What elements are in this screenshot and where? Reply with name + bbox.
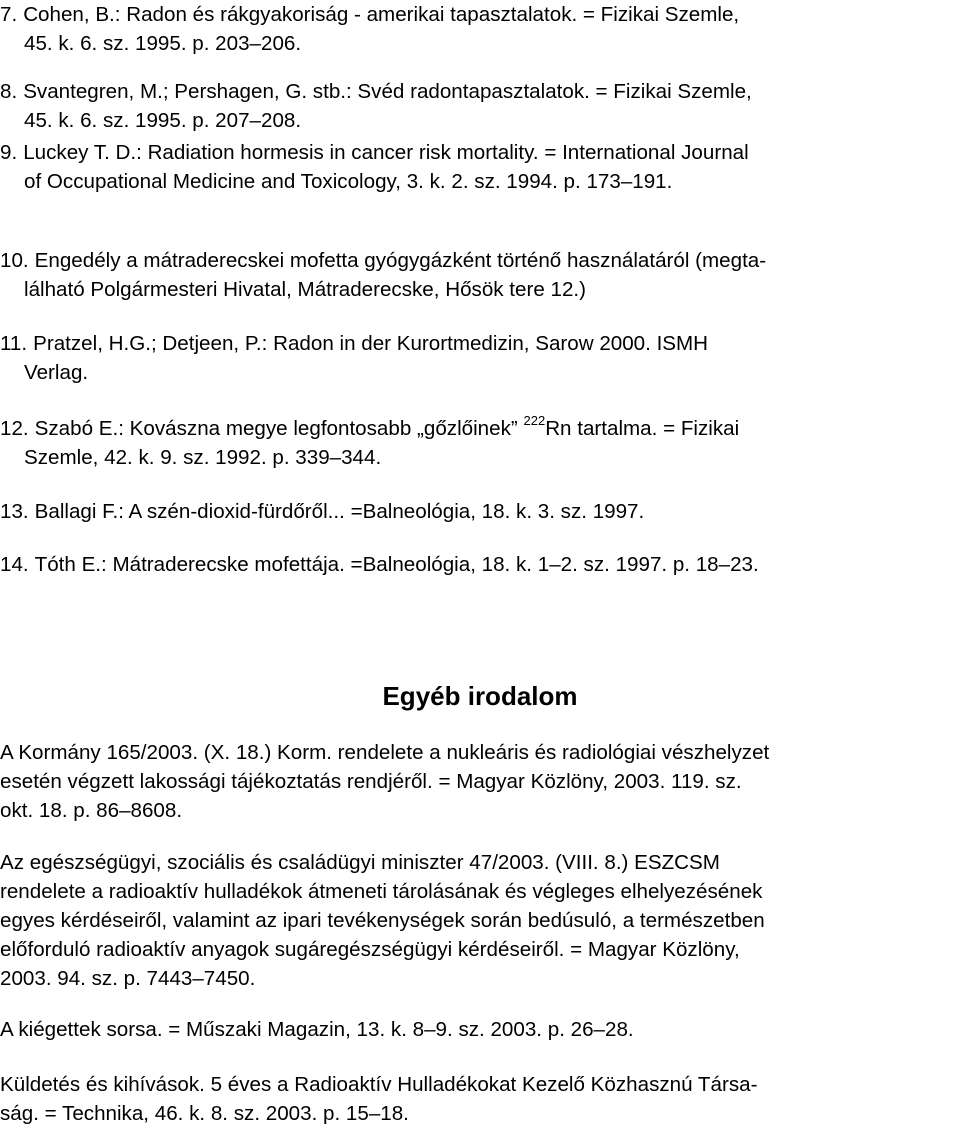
literature-line: 2003. 94. sz. p. 7443–7450.	[0, 967, 256, 990]
reference-line	[0, 80, 752, 103]
isotope-mass-number: 222	[523, 413, 546, 428]
literature-line: A Kormány 165/2003. (X. 18.) Korm. rendelete a nukleáris és radiológiai vészhelyzet	[0, 741, 770, 764]
reference-number: 8.	[0, 80, 18, 103]
reference-item	[0, 77, 956, 135]
reference-line	[0, 141, 749, 164]
literature-line: Küldetés és kihívások. 5 éves a Radioaktív Hulladékokat Kezelő Közhasznú Társa-	[0, 1073, 758, 1096]
reference-number: 7.	[0, 3, 18, 26]
reference-number: 13.	[0, 500, 29, 523]
reference-text: Ballagi F.: A szén-dioxid-fürdőről... =Balneológia, 18. k. 3. sz. 1997.	[34, 500, 645, 523]
reference-text: Szabó E.: Kovászna megye legfontosabb „gőzlőinek”	[34, 417, 518, 440]
reference-text-continued: of Occupational Medicine and Toxicology, 3. k. 2. sz. 1994. p. 173–191.	[24, 170, 673, 193]
reference-item	[0, 246, 956, 304]
literature-line: előforduló radioaktív anyagok sugáregészségügyi kérdéseiről. = Magyar Közlöny,	[0, 938, 740, 961]
reference-item	[0, 497, 956, 526]
reference-number: 12.	[0, 417, 29, 440]
reference-text-continued: 45. k. 6. sz. 1995. p. 207–208.	[24, 109, 302, 132]
reference-item	[0, 550, 956, 579]
reference-text: Svantegren, M.; Pershagen, G. stb.: Svéd radontapasztalatok. = Fizikai Szemle,	[23, 80, 752, 103]
reference-line	[0, 249, 766, 272]
literature-line: rendelete a radioaktív hulladékok átmeneti tárolásának és végleges elhelyezésének	[0, 880, 763, 903]
reference-item	[0, 329, 956, 387]
reference-number: 11.	[0, 332, 28, 355]
literature-item	[0, 738, 955, 825]
reference-text: Luckey T. D.: Radiation hormesis in cancer risk mortality. = International Journal	[23, 141, 749, 164]
reference-number: 10.	[0, 249, 29, 272]
reference-line	[0, 500, 644, 523]
reference-line	[0, 3, 739, 26]
reference-text-continued: Verlag.	[24, 361, 89, 384]
reference-text-continued: Szemle, 42. k. 9. sz. 1992. p. 339–344.	[24, 446, 382, 469]
reference-text: Cohen, B.: Radon és rákgyakoriság - amerikai tapasztalatok. = Fizikai Szemle,	[23, 3, 740, 26]
reference-number: 9.	[0, 141, 18, 164]
literature-item	[0, 1070, 955, 1128]
reference-line	[0, 332, 708, 355]
reference-line	[0, 413, 740, 440]
literature-line: ság. = Technika, 46. k. 8. sz. 2003. p. 15–18.	[0, 1102, 409, 1125]
reference-item	[0, 414, 956, 472]
reference-text: Rn tartalma. = Fizikai	[545, 417, 740, 440]
reference-text-continued: lálható Polgármesteri Hivatal, Mátraderecske, Hősök tere 12.)	[24, 278, 586, 301]
literature-line: esetén végzett lakossági tájékoztatás rendjéről. = Magyar Közlöny, 2003. 119. sz.	[0, 770, 742, 793]
reference-number: 14.	[0, 553, 29, 576]
reference-text: Tóth E.: Mátraderecske mofettája. =Balneológia, 18. k. 1–2. sz. 1997. p. 18–23.	[34, 553, 759, 576]
reference-line	[0, 553, 759, 576]
reference-text-continued: 45. k. 6. sz. 1995. p. 203–206.	[24, 32, 302, 55]
literature-item	[0, 1015, 955, 1044]
reference-text: Engedély a mátraderecskei mofetta gyógygázként történő használatáról (megta-	[34, 249, 767, 272]
literature-item	[0, 848, 955, 993]
literature-line: A kiégettek sorsa. = Műszaki Magazin, 13. k. 8–9. sz. 2003. p. 26–28.	[0, 1018, 634, 1041]
reference-item	[0, 0, 956, 58]
reference-text: Pratzel, H.G.; Detjeen, P.: Radon in der Kurortmedizin, Sarow 2000. ISMH	[33, 332, 709, 355]
literature-line: Az egészségügyi, szociális és családügyi miniszter 47/2003. (VIII. 8.) ESZCSM	[0, 851, 720, 874]
literature-line: egyes kérdéseiről, valamint az ipari tevékenységek során bedúsuló, a természetben	[0, 909, 765, 932]
reference-item	[0, 138, 956, 196]
literature-line: okt. 18. p. 86–8608.	[0, 799, 183, 822]
section-heading: Egyéb irodalom	[382, 681, 578, 711]
